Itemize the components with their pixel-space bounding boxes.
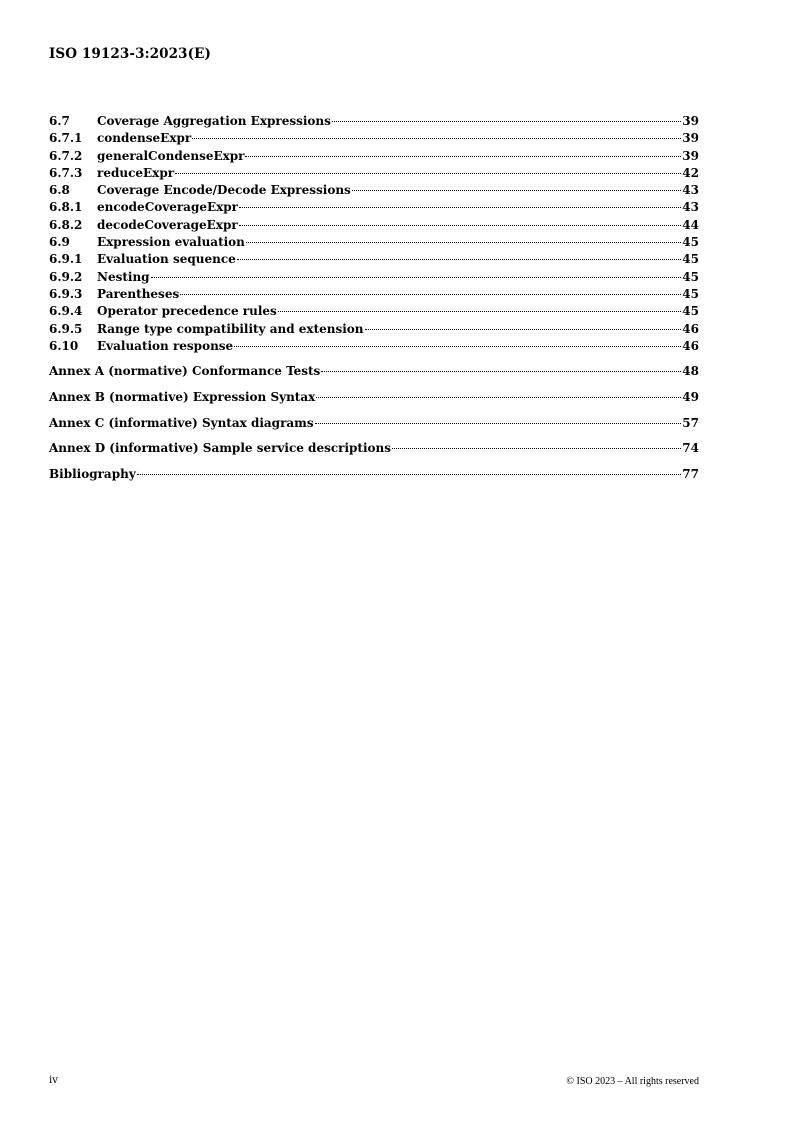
toc-entry-title: Expression evaluation	[97, 235, 245, 250]
toc-entry-number: 6.9	[49, 235, 70, 250]
toc-entry-title: Parentheses	[97, 286, 180, 301]
toc-dot-leader	[392, 448, 681, 449]
toc-dot-leader	[278, 311, 682, 312]
toc-dot-leader	[332, 121, 681, 122]
toc-entry-title: decodeCoverageExpr	[97, 217, 238, 232]
toc-entry-title: Coverage Aggregation Expressions	[97, 114, 331, 128]
toc-dot-leader	[180, 294, 681, 295]
toc-dot-leader	[315, 423, 682, 424]
toc-entry-number: 6.10	[49, 338, 79, 353]
toc-entry-number: 6.9.2	[49, 269, 83, 284]
toc-entry-page: 45	[682, 235, 699, 250]
table-of-contents	[49, 113, 699, 488]
toc-dot-leader	[321, 371, 681, 372]
toc-dot-leader	[237, 259, 682, 260]
toc-entry[interactable]	[49, 234, 699, 251]
toc-annex-page: 57	[682, 415, 699, 430]
toc-dot-leader	[234, 346, 681, 347]
toc-entry[interactable]	[49, 113, 699, 130]
toc-dot-leader	[239, 207, 681, 208]
toc-entry-page: 45	[682, 304, 699, 319]
toc-dot-leader	[175, 173, 681, 174]
toc-entry-number: 6.8.1	[49, 200, 83, 215]
toc-entry[interactable]	[49, 321, 699, 338]
toc-entry[interactable]	[49, 130, 699, 147]
toc-dot-leader	[192, 138, 681, 139]
toc-entry-title: Coverage Encode/Decode Expressions	[97, 183, 351, 198]
toc-dot-leader	[246, 242, 681, 243]
toc-annex-entry[interactable]	[49, 436, 699, 462]
toc-entry-page: 39	[682, 131, 699, 146]
toc-annex-title: Bibliography	[49, 466, 136, 481]
toc-entry-page: 43	[682, 200, 699, 215]
toc-entry-page: 45	[682, 269, 699, 284]
toc-entry-page: 39	[682, 148, 699, 163]
toc-annex-page: 49	[682, 389, 699, 404]
toc-entry[interactable]	[49, 165, 699, 182]
toc-dot-leader	[316, 397, 681, 398]
toc-entry-number: 6.9.4	[49, 304, 83, 319]
toc-entry-page: 43	[682, 183, 699, 198]
toc-annex-page: 48	[682, 364, 699, 379]
toc-entry-number: 6.7.2	[49, 148, 83, 163]
toc-entry-number: 6.9.5	[49, 321, 83, 336]
toc-entry-title: condenseExpr	[97, 131, 192, 146]
toc-entry[interactable]	[49, 148, 699, 165]
toc-entry[interactable]	[49, 303, 699, 320]
toc-bibliography-entry[interactable]	[49, 462, 699, 488]
toc-entry[interactable]	[49, 217, 699, 234]
copyright-notice: © ISO 2023 – All rights reserved	[566, 1076, 699, 1087]
toc-annex-title: Annex B (normative) Expression Syntax	[49, 389, 316, 404]
toc-entry-page: 45	[682, 286, 699, 301]
toc-entry-number: 6.9.1	[49, 252, 83, 267]
toc-entry-number: 6.7.1	[49, 131, 83, 146]
document-id-header: ISO 19123-3:2023(E)	[49, 46, 212, 62]
page-number: iv	[49, 1075, 58, 1086]
toc-entry[interactable]	[49, 199, 699, 216]
toc-entry-number: 6.7.3	[49, 165, 83, 180]
toc-entry-page: 44	[682, 217, 699, 232]
toc-entry-number: 6.8	[49, 183, 70, 198]
toc-dot-leader	[365, 329, 682, 330]
toc-entry-page: 39	[682, 114, 699, 128]
toc-entry-title: reduceExpr	[97, 165, 175, 180]
toc-annex-page: 74	[682, 441, 699, 456]
toc-entry-title: encodeCoverageExpr	[97, 200, 238, 215]
toc-dot-leader	[137, 474, 682, 475]
toc-annex-title: Annex D (informative) Sample service descriptions	[49, 441, 392, 456]
toc-entry-page: 45	[682, 252, 699, 267]
toc-entry[interactable]	[49, 182, 699, 199]
toc-entry-title: Nesting	[97, 269, 150, 284]
toc-dot-leader	[239, 225, 682, 226]
toc-entry-page: 46	[682, 338, 699, 353]
toc-annex-page: 77	[682, 466, 699, 481]
toc-entry-title: Evaluation sequence	[97, 252, 236, 267]
toc-entry-page: 42	[682, 165, 699, 180]
toc-entry-number: 6.8.2	[49, 217, 83, 232]
toc-annex-entry[interactable]	[49, 411, 699, 437]
toc-entry-page: 46	[682, 321, 699, 336]
toc-entry-title: Range type compatibility and extension	[97, 321, 364, 336]
toc-entry[interactable]	[49, 286, 699, 303]
toc-dot-leader	[245, 156, 681, 157]
toc-annex-entry[interactable]	[49, 359, 699, 385]
toc-annex-title: Annex C (informative) Syntax diagrams	[49, 415, 314, 430]
toc-entry[interactable]	[49, 269, 699, 286]
toc-entry-number: 6.9.3	[49, 286, 83, 301]
toc-annex-title: Annex A (normative) Conformance Tests	[49, 364, 321, 379]
toc-entry-title: Evaluation response	[97, 338, 234, 353]
toc-entry[interactable]	[49, 338, 699, 355]
toc-dot-leader	[151, 277, 682, 278]
toc-entry-title: Operator precedence rules	[97, 304, 277, 319]
toc-entry-title: generalCondenseExpr	[97, 148, 245, 163]
toc-annex-entry[interactable]	[49, 385, 699, 411]
toc-dot-leader	[352, 190, 681, 191]
toc-entry-number: 6.7	[49, 114, 70, 128]
toc-entry[interactable]	[49, 251, 699, 268]
